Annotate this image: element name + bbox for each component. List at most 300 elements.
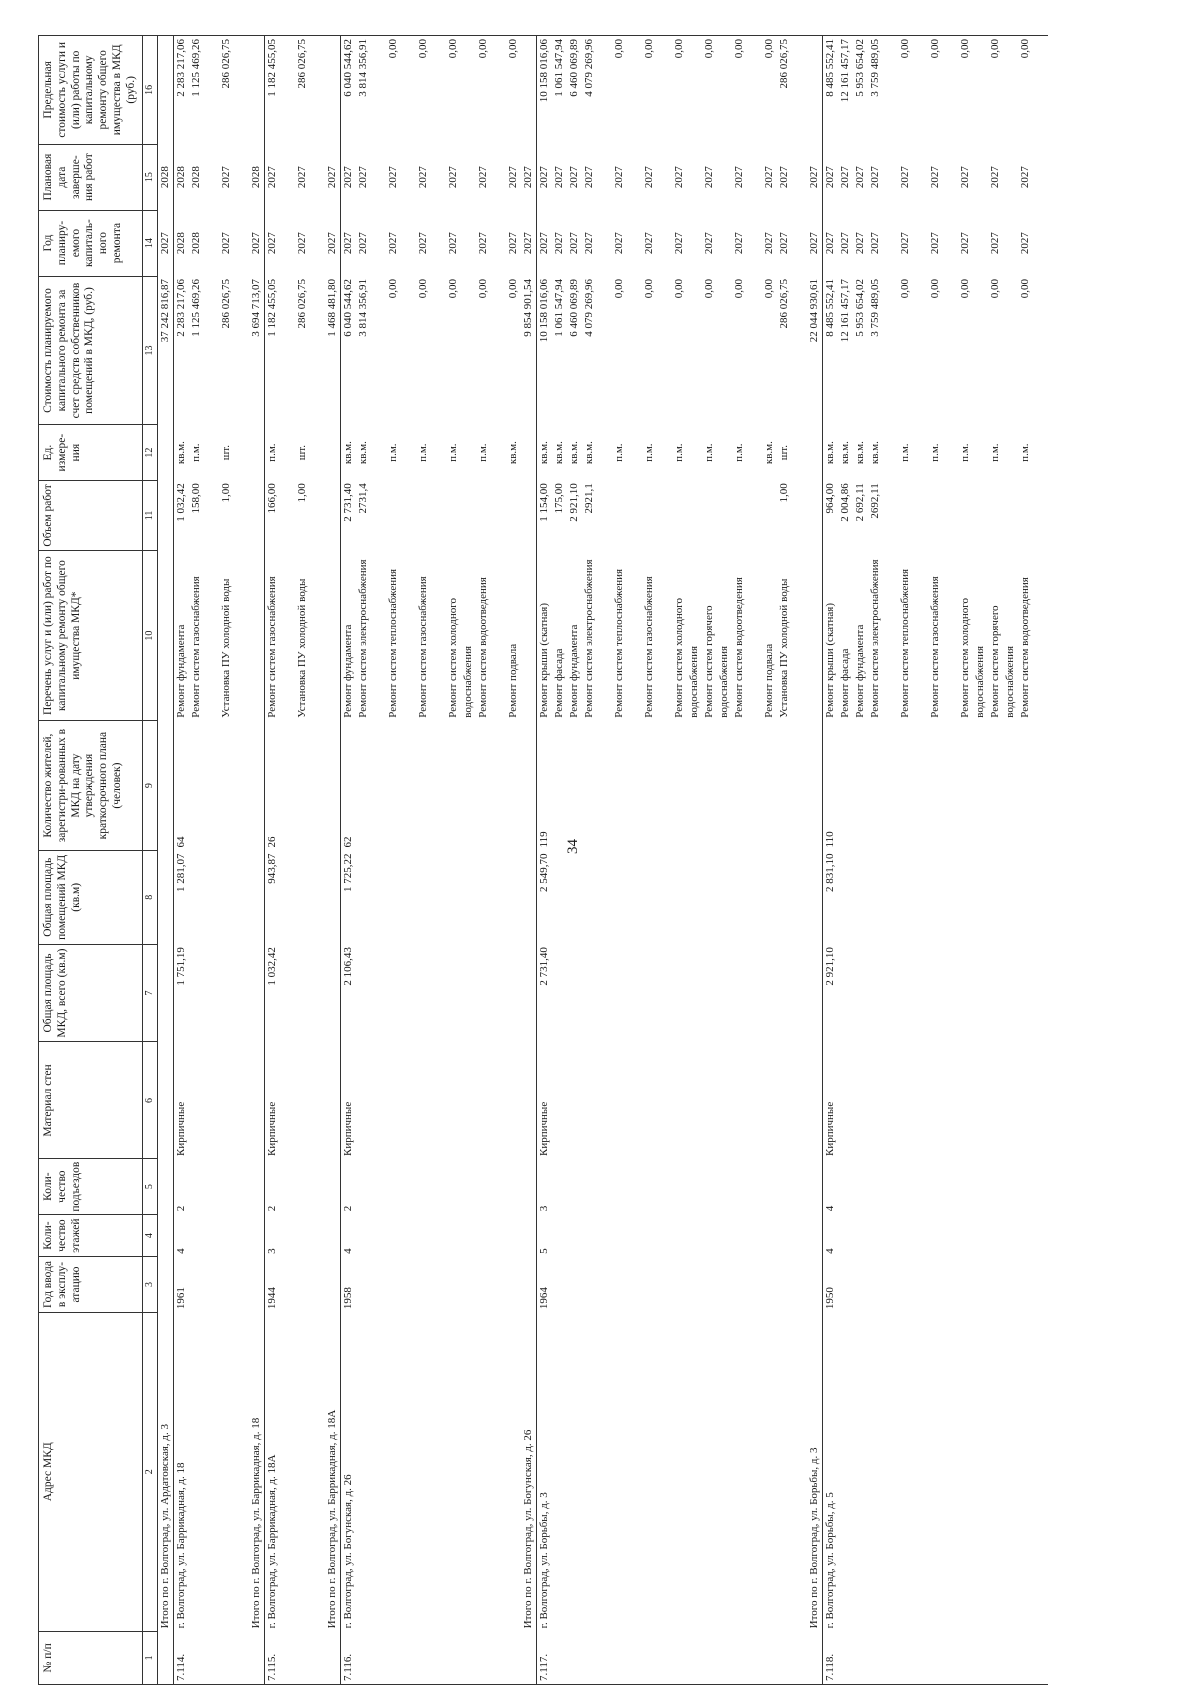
table-body [157, 36, 1048, 1685]
empty-cell [521, 480, 537, 550]
work-name: Ремонт систем холодного водоснабжения [958, 598, 986, 718]
work-volume: 964,00 [823, 483, 836, 514]
work-name: Ремонт систем электроснабжения [356, 559, 369, 718]
empty-cell [157, 721, 173, 851]
works-name-cell [340, 550, 521, 720]
column-header: Материал стен [39, 1042, 143, 1159]
works-deadline-cell [536, 144, 807, 210]
row-number: 7.118. [822, 1631, 1048, 1684]
work-name: Ремонт систем теплоснабжения [386, 568, 399, 718]
row-number: 7.117. [536, 1631, 807, 1684]
entrances-count: 2 [340, 1159, 521, 1214]
empty-cell [157, 550, 173, 720]
column-header: Плановая дата заверше-ния работ [39, 144, 143, 210]
total-row [807, 36, 823, 1685]
area-total: 1 751,19 [173, 944, 249, 1042]
wall-material: Кирпичные [173, 1042, 249, 1159]
column-header: Общая площадь МКД, всего (кв.м) [39, 944, 143, 1042]
work-year: 2027 [823, 232, 836, 255]
repair-plan-table [38, 35, 1048, 1685]
area-rooms: 1 725,22 [340, 850, 521, 944]
work-deadline: 2027 [928, 166, 941, 189]
work-cost: 0,00 [506, 279, 519, 299]
work-cost: 286 026,75 [777, 279, 790, 329]
empty-cell [521, 721, 537, 851]
work-year: 2027 [552, 232, 565, 255]
empty-cell [249, 425, 265, 480]
empty-cell [521, 425, 537, 480]
work-cost: 0,00 [988, 279, 1001, 299]
work-name: Ремонт крыши (скатная) [823, 602, 836, 718]
work-cost: 0,00 [958, 279, 971, 299]
year-built: 1958 [340, 1257, 521, 1312]
work-limit: 2 283 217,06 [174, 39, 187, 97]
work-volume [762, 483, 777, 547]
work-name: Ремонт систем водоотведения [1018, 577, 1031, 718]
column-number: 4 [142, 1214, 157, 1257]
works-unit-cell [173, 425, 249, 480]
floors-count: 4 [340, 1214, 521, 1257]
work-name: Ремонт фундамента [341, 624, 354, 718]
works-cost-cell [264, 276, 325, 425]
work-deadline: 2028 [174, 166, 187, 189]
empty-cell [157, 425, 173, 480]
work-deadline: 2027 [356, 166, 369, 189]
work-deadline: 2027 [265, 166, 278, 189]
total-address: Итого по г. Волгоград, ул. Баррикадная, д. 18 [249, 1417, 262, 1629]
work-cost: 10 158 016,06 [537, 279, 550, 343]
work-unit: п.м. [446, 443, 459, 462]
work-unit: кв.м. [567, 441, 580, 465]
work-cost: 0,00 [702, 279, 715, 299]
work-year: 2028 [189, 232, 202, 255]
works-volume-cell [173, 480, 249, 550]
total-year: 2027 [807, 232, 820, 255]
work-year: 2027 [567, 232, 580, 255]
work-unit: кв.м. [174, 441, 187, 465]
work-cost: 1 061 547,94 [552, 279, 565, 337]
work-volume [642, 483, 672, 547]
column-number: 5 [142, 1159, 157, 1214]
work-cost: 0,00 [416, 279, 429, 299]
works-volume-cell [264, 480, 325, 550]
work-cost: 3 814 356,91 [356, 279, 369, 337]
empty-cell [521, 1159, 537, 1214]
work-cost: 1 125 469,26 [189, 279, 202, 337]
column-header: Коли-чество этажей [39, 1214, 143, 1257]
floors-count: 5 [536, 1214, 807, 1257]
work-year: 2027 [853, 232, 866, 255]
house-address: г. Волгоград, ул. Баррикадная, д. 18А [264, 1312, 325, 1631]
works-unit-cell [822, 425, 1048, 480]
work-name: Ремонт фундамента [567, 624, 580, 718]
work-deadline: 2027 [898, 166, 911, 189]
empty-cell [521, 1257, 537, 1312]
column-number: 2 [142, 1312, 157, 1631]
wall-material: Кирпичные [536, 1042, 807, 1159]
column-number: 1 [142, 1631, 157, 1684]
work-unit: п.м. [476, 443, 489, 462]
floors-count: 3 [264, 1214, 325, 1257]
work-cost: 0,00 [928, 279, 941, 299]
work-deadline: 2027 [295, 166, 308, 189]
wall-material: Кирпичные [264, 1042, 325, 1159]
work-volume: 2 004,86 [838, 483, 851, 522]
work-deadline: 2027 [552, 166, 565, 189]
column-number: 15 [142, 144, 157, 210]
empty-cell [807, 36, 823, 145]
work-cost: 286 026,75 [295, 279, 308, 329]
work-volume [446, 483, 476, 547]
work-cost: 4 079 269,96 [582, 279, 595, 337]
total-year: 2027 [249, 232, 262, 255]
works-deadline-cell [822, 144, 1048, 210]
work-unit: п.м. [416, 443, 429, 462]
entrances-count: 4 [822, 1159, 1048, 1214]
empty-cell [157, 1631, 173, 1684]
work-name: Ремонт фундамента [853, 624, 866, 718]
work-volume: 175,00 [552, 483, 565, 514]
total-cost: 9 854 901,54 [521, 279, 534, 337]
empty-cell [249, 480, 265, 550]
work-cost: 0,00 [672, 279, 685, 299]
work-cost: 286 026,75 [219, 279, 232, 329]
work-deadline: 2027 [446, 166, 459, 189]
work-name: Установка ПУ холодной воды [295, 578, 308, 718]
work-year: 2027 [958, 232, 971, 255]
work-volume [506, 483, 521, 547]
work-unit: шт. [777, 445, 790, 461]
works-deadline-cell [173, 144, 249, 210]
work-unit: п.м. [958, 443, 971, 462]
work-unit: п.м. [265, 443, 278, 462]
work-year: 2027 [762, 232, 775, 255]
work-name: Ремонт систем газоснабжения [189, 576, 202, 718]
work-deadline: 2027 [777, 166, 790, 189]
column-header: Количество жителей, зарегистри-рованных в МКД на дату утверждения краткосрочного плана (человек) [39, 721, 143, 851]
work-limit: 0,00 [762, 39, 775, 59]
work-year: 2027 [642, 232, 655, 255]
work-cost: 6 460 069,89 [567, 279, 580, 337]
work-year: 2027 [446, 232, 459, 255]
residents-count: 110 [822, 721, 1048, 851]
work-year: 2027 [988, 232, 1001, 255]
work-deadline: 2027 [702, 166, 715, 189]
empty-cell [807, 1214, 823, 1257]
works-volume-cell [822, 480, 1048, 550]
work-year: 2027 [702, 232, 715, 255]
works-deadline-cell [340, 144, 521, 210]
empty-cell [807, 480, 823, 550]
total-deadline: 2028 [158, 166, 171, 189]
work-name: Ремонт крыши (скатная) [537, 602, 550, 718]
rotated-table-wrapper [38, 35, 1188, 1685]
work-limit: 0,00 [386, 39, 399, 59]
work-limit: 10 158 016,06 [537, 39, 550, 103]
work-limit: 0,00 [1018, 39, 1031, 59]
total-deadline: 2028 [249, 166, 262, 189]
area-total: 2 921,10 [822, 944, 1048, 1042]
work-year: 2027 [537, 232, 550, 255]
works-year-cell [173, 210, 249, 276]
work-volume: 1 032,42 [174, 483, 187, 522]
work-year: 2027 [672, 232, 685, 255]
entrances-count: 2 [264, 1159, 325, 1214]
empty-cell [157, 1042, 173, 1159]
work-limit: 0,00 [732, 39, 745, 59]
work-deadline: 2027 [476, 166, 489, 189]
work-deadline: 2027 [838, 166, 851, 189]
works-cost-cell [340, 276, 521, 425]
work-unit: п.м. [928, 443, 941, 462]
empty-cell [157, 944, 173, 1042]
empty-cell [521, 1631, 537, 1684]
work-limit: 4 079 269,96 [582, 39, 595, 97]
total-cost: 22 044 930,61 [807, 279, 820, 343]
area-total: 1 032,42 [264, 944, 325, 1042]
column-number: 11 [142, 480, 157, 550]
empty-cell [325, 1214, 341, 1257]
work-deadline: 2027 [988, 166, 1001, 189]
house-row [822, 36, 1048, 1685]
work-unit: п.м. [672, 443, 685, 462]
work-volume: 1,00 [777, 483, 790, 503]
empty-cell [521, 550, 537, 720]
column-number: 13 [142, 276, 157, 425]
total-deadline: 2027 [325, 166, 338, 189]
work-year: 2027 [476, 232, 489, 255]
works-volume-cell [536, 480, 807, 550]
work-name: Ремонт систем горячего водоснабжения [702, 605, 730, 718]
work-cost: 0,00 [732, 279, 745, 299]
work-volume: 2 692,11 [853, 483, 866, 522]
work-year: 2027 [356, 232, 369, 255]
empty-cell [325, 850, 341, 944]
work-cost: 2 283 217,06 [174, 279, 187, 337]
work-volume [958, 483, 988, 547]
work-name: Ремонт фасада [838, 648, 851, 718]
work-year: 2027 [506, 232, 519, 255]
work-deadline: 2027 [612, 166, 625, 189]
work-year: 2027 [265, 232, 278, 255]
works-name-cell [173, 550, 249, 720]
year-built: 1944 [264, 1257, 325, 1312]
work-volume: 2 921,10 [567, 483, 580, 522]
work-name: Ремонт фундамента [174, 624, 187, 718]
work-limit: 6 460 069,89 [567, 39, 580, 97]
total-year: 2027 [158, 232, 171, 255]
work-volume [612, 483, 642, 547]
work-limit: 0,00 [958, 39, 971, 59]
work-unit: п.м. [702, 443, 715, 462]
work-limit: 3 814 356,91 [356, 39, 369, 97]
work-unit: шт. [295, 445, 308, 461]
work-unit: п.м. [898, 443, 911, 462]
empty-cell [521, 944, 537, 1042]
works-name-cell [264, 550, 325, 720]
empty-cell [521, 36, 537, 145]
work-year: 2027 [295, 232, 308, 255]
work-deadline: 2027 [219, 166, 232, 189]
work-name: Ремонт систем холодного водоснабжения [672, 598, 700, 718]
work-unit: п.м. [386, 443, 399, 462]
works-name-cell [822, 550, 1048, 720]
residents-count: 64 [173, 721, 249, 851]
column-number: 14 [142, 210, 157, 276]
column-number: 12 [142, 425, 157, 480]
wall-material: Кирпичные [822, 1042, 1048, 1159]
work-limit: 0,00 [898, 39, 911, 59]
column-header: Год ввода в эксплу-атацию [39, 1257, 143, 1312]
work-deadline: 2027 [732, 166, 745, 189]
empty-cell [325, 425, 341, 480]
column-header: Общая площадь помещений МКД (кв.м) [39, 850, 143, 944]
work-unit: кв.м. [868, 441, 881, 465]
work-year: 2028 [174, 232, 187, 255]
residents-count: 119 [536, 721, 807, 851]
work-volume: 158,00 [189, 483, 202, 514]
work-deadline: 2027 [762, 166, 775, 189]
work-year: 2027 [898, 232, 911, 255]
floors-count: 4 [822, 1214, 1048, 1257]
works-unit-cell [264, 425, 325, 480]
total-address: Итого по г. Волгоград, ул. Ардатовская, д. 3 [158, 1424, 171, 1629]
year-built: 1950 [822, 1257, 1048, 1312]
work-name: Ремонт систем электроснабжения [868, 559, 881, 718]
column-header: № п/п [39, 1631, 143, 1684]
work-cost: 0,00 [642, 279, 655, 299]
empty-cell [249, 944, 265, 1042]
work-limit: 1 182 455,05 [265, 39, 278, 97]
works-limit-cell [340, 36, 521, 145]
empty-cell [325, 721, 341, 851]
empty-cell [157, 480, 173, 550]
area-total: 2 731,40 [536, 944, 807, 1042]
works-limit-cell [173, 36, 249, 145]
total-deadline: 2027 [807, 166, 820, 189]
work-name: Ремонт подвала [506, 643, 519, 718]
work-name: Ремонт систем водоотведения [476, 577, 489, 718]
work-deadline: 2027 [958, 166, 971, 189]
empty-cell [249, 850, 265, 944]
work-deadline: 2027 [567, 166, 580, 189]
total-address: Итого по г. Волгоград, ул. Богунская, д. 26 [521, 1429, 534, 1629]
work-unit: кв.м. [838, 441, 851, 465]
house-address: г. Волгоград, ул. Борьбы, д. 5 [822, 1312, 1048, 1631]
empty-cell [157, 850, 173, 944]
work-volume [898, 483, 928, 547]
work-deadline: 2027 [823, 166, 836, 189]
works-year-cell [264, 210, 325, 276]
work-deadline: 2028 [189, 166, 202, 189]
work-name: Ремонт систем газоснабжения [928, 576, 941, 718]
empty-cell [807, 1257, 823, 1312]
work-deadline: 2027 [537, 166, 550, 189]
work-deadline: 2027 [386, 166, 399, 189]
work-deadline: 2027 [853, 166, 866, 189]
work-name: Ремонт систем теплоснабжения [612, 568, 625, 718]
work-limit: 1 061 547,94 [552, 39, 565, 97]
empty-cell [325, 1631, 341, 1684]
work-volume [702, 483, 732, 547]
empty-cell [249, 36, 265, 145]
total-address: Итого по г. Волгоград, ул. Баррикадная, д. 18А [325, 1409, 338, 1629]
residents-count: 62 [340, 721, 521, 851]
house-address: г. Волгоград, ул. Богунская, д. 26 [340, 1312, 521, 1631]
empty-cell [325, 1257, 341, 1312]
work-year: 2027 [582, 232, 595, 255]
column-header: Объем работ [39, 480, 143, 550]
work-cost: 0,00 [1018, 279, 1031, 299]
work-limit: 0,00 [612, 39, 625, 59]
work-unit: кв.м. [853, 441, 866, 465]
work-cost: 8 485 552,41 [823, 279, 836, 337]
work-limit: 0,00 [702, 39, 715, 59]
works-unit-cell [536, 425, 807, 480]
works-volume-cell [340, 480, 521, 550]
work-volume: 2731,4 [356, 483, 369, 514]
house-row [264, 36, 325, 1685]
empty-cell [157, 1257, 173, 1312]
empty-cell [807, 944, 823, 1042]
table-header [39, 36, 158, 1685]
empty-cell [325, 480, 341, 550]
total-row [325, 36, 341, 1685]
work-unit: п.м. [189, 443, 202, 462]
house-address: г. Волгоград, ул. Баррикадная, д. 18 [173, 1312, 249, 1631]
empty-cell [249, 1042, 265, 1159]
work-volume [672, 483, 702, 547]
column-header: Год планиру-емого капиталь-ного ремонта [39, 210, 143, 276]
empty-cell [807, 1042, 823, 1159]
empty-cell [325, 550, 341, 720]
house-address: г. Волгоград, ул. Борьбы, д. 3 [536, 1312, 807, 1631]
column-header: Ед. измере-ния [39, 425, 143, 480]
work-cost: 0,00 [386, 279, 399, 299]
work-unit: п.м. [732, 443, 745, 462]
total-cost: 3 694 713,07 [249, 279, 262, 337]
works-year-cell [822, 210, 1048, 276]
work-year: 2027 [341, 232, 354, 255]
total-year: 2027 [325, 232, 338, 255]
work-cost: 12 161 457,17 [838, 279, 851, 343]
work-limit: 5 953 654,02 [853, 39, 866, 97]
work-volume [1018, 483, 1048, 547]
work-unit: п.м. [642, 443, 655, 462]
work-name: Ремонт систем теплоснабжения [898, 568, 911, 718]
row-number: 7.116. [340, 1631, 521, 1684]
work-volume: 1,00 [295, 483, 308, 503]
empty-cell [807, 1159, 823, 1214]
work-unit: п.м. [612, 443, 625, 462]
work-deadline: 2027 [341, 166, 354, 189]
work-unit: кв.м. [356, 441, 369, 465]
house-row [536, 36, 807, 1685]
empty-cell [325, 1042, 341, 1159]
area-rooms: 943,87 [264, 850, 325, 944]
work-volume [476, 483, 506, 547]
work-name: Ремонт систем газоснабжения [642, 576, 655, 718]
work-year: 2027 [732, 232, 745, 255]
empty-cell [249, 721, 265, 851]
work-year: 2027 [219, 232, 232, 255]
work-unit: кв.м. [552, 441, 565, 465]
works-cost-cell [173, 276, 249, 425]
work-unit: кв.м. [341, 441, 354, 465]
work-year: 2027 [416, 232, 429, 255]
work-volume: 2692,11 [868, 483, 881, 519]
work-year: 2027 [1018, 232, 1031, 255]
